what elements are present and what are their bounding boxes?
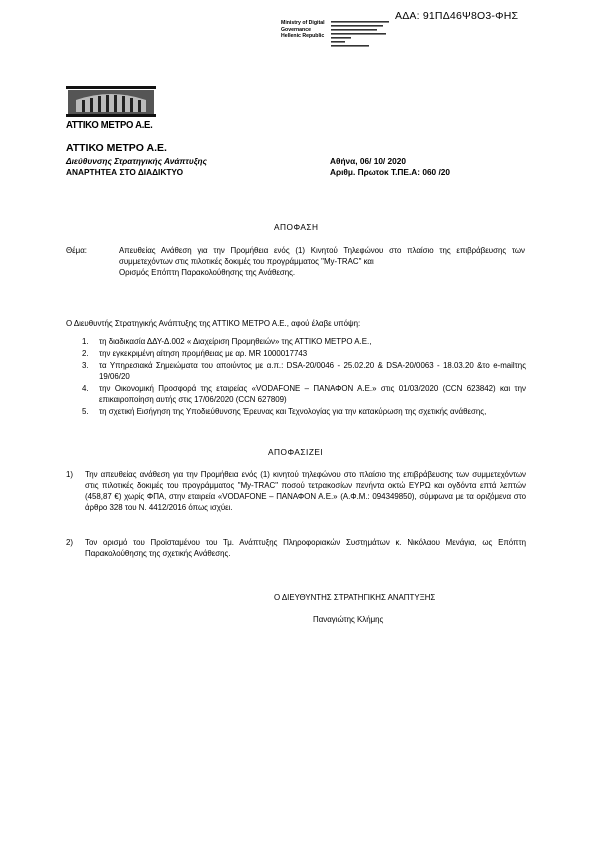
list-item-text: τη διαδικασία ΔΔΥ-Δ.002 « Διαχείριση Προμηθειών» της ΑΤΤΙΚΟ ΜΕΤΡΟ Α.Ε., [99, 337, 372, 346]
list-item-text: την Οικονομική Προσφορά της εταιρείας «VODAFONE – ΠΑΝΑΦΟΝ Α.Ε.» στις 01/03/2020 (CCN 623842) και την επικαιροποίηση αυτής στις 17/06/2020 (CCN 627809) [99, 384, 526, 404]
decision-number: 2) [66, 538, 74, 547]
signatory-title: Ο ΔΙΕΥΘΥΝΤΗΣ ΣΤΡΑΤΗΓΙΚΗΣ ΑΝΑΠΤΥΞΗΣ [274, 593, 436, 602]
list-item [82, 336, 526, 347]
list-item [82, 348, 526, 359]
ministry-line: Hellenic Republic [281, 33, 325, 39]
considerations-list [82, 336, 526, 417]
list-item-text: τη σχετική Εισήγηση της Υποδιεύθυνσης Έρευνας και Τεχνολογίας για την κατακύρωση της σχετικής ανάθεσης, [99, 407, 487, 416]
ministry-line: Governance [281, 26, 311, 33]
list-item [82, 383, 526, 405]
list-item-number: 4. [82, 384, 89, 393]
ministry-block [281, 20, 325, 40]
list-item-text: τα Υπηρεσιακά Σημειώματα του αποιύντος με α.π.: DSA-20/0046 - 25.02.20 & DSA-20/0063 - 18.03.20 &το e-mailτης 19/06/20 [99, 361, 526, 381]
subject-line: Ορισμός Επόπτη Παρακολούθησης της Ανάθεσης. [119, 268, 296, 277]
intro-paragraph: Ο Διευθυντής Στρατηγικής Ανάπτυξης της ΑΤΤΙΚΟ ΜΕΤΡΟ Α.Ε., αφού έλαβε υπόψη: [66, 319, 361, 328]
ada-code: ΑΔΑ: 91ΠΔ46Ψ8Ο3-ΦΗΣ [395, 10, 519, 22]
list-item-number: 3. [82, 361, 89, 370]
list-item [82, 406, 526, 417]
list-item [82, 360, 526, 382]
company-name: ΑΤΤΙΚΟ ΜΕΤΡΟ Α.Ε. [66, 142, 167, 154]
logo-wordmark: ΑΤΤΙΚΟ ΜΕΤΡΟ Α.Ε. [66, 120, 153, 131]
decision-number: 1) [66, 470, 74, 479]
subject-line: Απευθείας Ανάθεση για την Προμήθεια ενός (1) Κινητού Τηλεφώνου στο πλαίσιο της επιβράβευσης των συμμετεχόντων στις πιλοτικές δοκιμές του προγράμματος "My-TRAC" και [119, 246, 525, 266]
signatory-name: Παναγιώτης Κλήμης [313, 615, 384, 624]
document-date: Αθήνα, 06/ 10/ 2020 [330, 156, 407, 166]
list-item-number: 1. [82, 337, 89, 346]
digital-signature-stamp [331, 20, 395, 54]
decision-text: Τον ορισμό του Προϊσταμένου του Τμ. Ανάπτυξης Πληροφοριακών Συστημάτων κ. Νικόλαου Μενάγια, ως Επόπτη Παρακολούθησης της σχετικής Ανάθεσης. [85, 538, 526, 558]
list-item-number: 5. [82, 407, 89, 416]
department-name: Διεύθυνσης Στρατηγικής Ανάπτυξης [66, 156, 207, 166]
list-item-text: την εγκεκριμένη αίτηση προμήθειας με αρ. MR 1000017743 [99, 349, 308, 358]
publish-note: ΑΝΑΡΤΗΤΕΑ ΣΤΟ ΔΙΑΔΙΚΤΥΟ [66, 167, 184, 177]
subject-text [119, 245, 525, 278]
protocol-number: Αριθμ. Πρωτοκ Τ.ΠΕ.Α: 060 /20 [330, 167, 451, 177]
decides-title: ΑΠΟΦΑΣΙΖΕΙ [268, 447, 324, 457]
subject-label: Θέμα: [66, 246, 87, 255]
list-item-number: 2. [82, 349, 89, 358]
decision-item [66, 537, 526, 559]
attiko-metro-logo-icon [66, 86, 156, 120]
decision-item [66, 469, 526, 513]
decision-title: ΑΠΟΦΑΣΗ [274, 222, 319, 232]
decision-text: Την απευθείας ανάθεση για την Προμήθεια ενός (1) κινητού τηλεφώνου στο πλαίσιο της επιβράβευσης των συμμετεχόντων στις πιλοτικές δοκιμές του προγράμματος "My-TRAC" ποσού τετρακοσίων πενήντα οκτώ ΕΥΡΩ και ογδόντα επτά λεπτών (458,87 €) χωρίς ΦΠΑ, στην εταιρεία «VODAFONE – ΠΑΝΑΦΟΝ Α.Ε.» (Α.Φ.Μ.: 094349850), σύμφωνα με τα οριζόμενα στο άρθρο 328 του Ν. 4412/2016 όπως ισχύει. [85, 470, 526, 512]
ministry-line: Ministry of Digital [281, 20, 325, 26]
